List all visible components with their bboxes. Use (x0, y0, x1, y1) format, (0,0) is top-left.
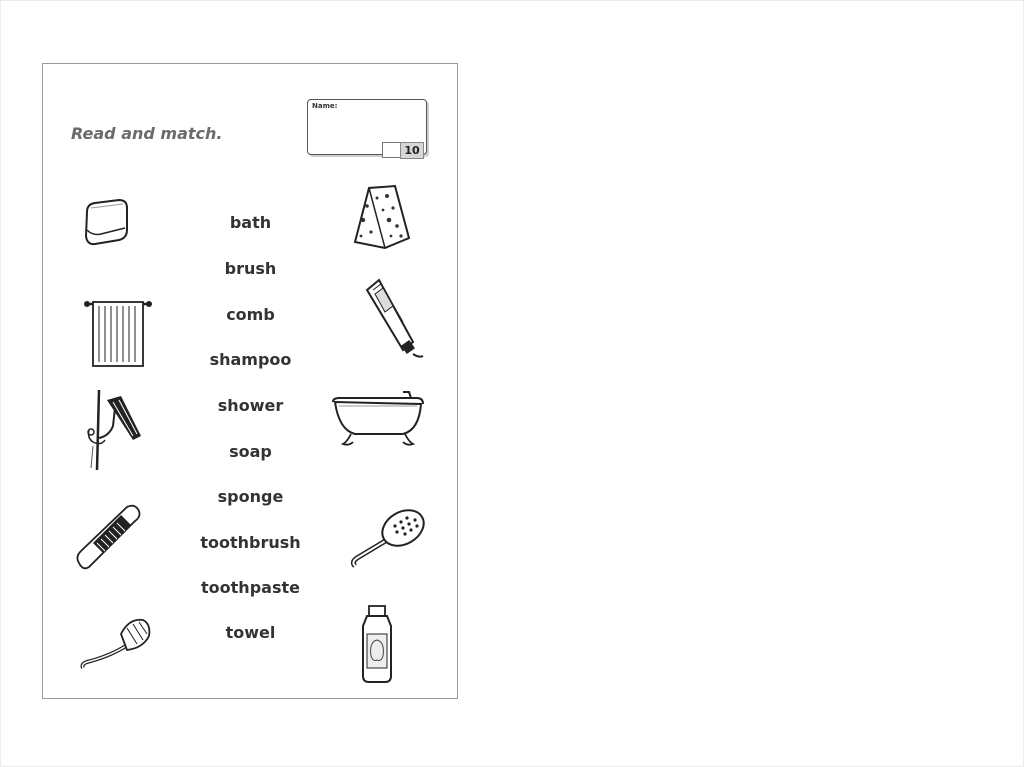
towel-icon (83, 296, 155, 372)
toothpaste-icon (357, 276, 427, 362)
word-item: towel (225, 623, 276, 642)
word-item: shower (217, 396, 284, 415)
name-box[interactable] (307, 99, 427, 155)
score-slot[interactable] (382, 142, 402, 158)
word-item: bath (229, 213, 272, 232)
word-item: toothbrush (200, 533, 301, 552)
bath-icon (329, 388, 425, 454)
word-item: shampoo (209, 350, 292, 369)
word-item: comb (226, 305, 275, 324)
comb-icon (75, 499, 145, 573)
sponge-icon (349, 182, 413, 254)
brush-icon (351, 504, 427, 574)
name-label: Name: (312, 102, 338, 110)
worksheet (42, 63, 458, 699)
word-item: toothpaste (201, 578, 300, 597)
word-item: sponge (217, 487, 284, 506)
worksheet-title: Read and match. (71, 124, 223, 143)
shampoo-icon (355, 604, 399, 684)
score-badge: 10 (400, 142, 424, 159)
soap-icon (81, 194, 133, 252)
word-item: brush (224, 259, 277, 278)
toothbrush-icon (81, 614, 153, 674)
word-item: soap (229, 442, 272, 461)
shower-icon (83, 386, 149, 476)
